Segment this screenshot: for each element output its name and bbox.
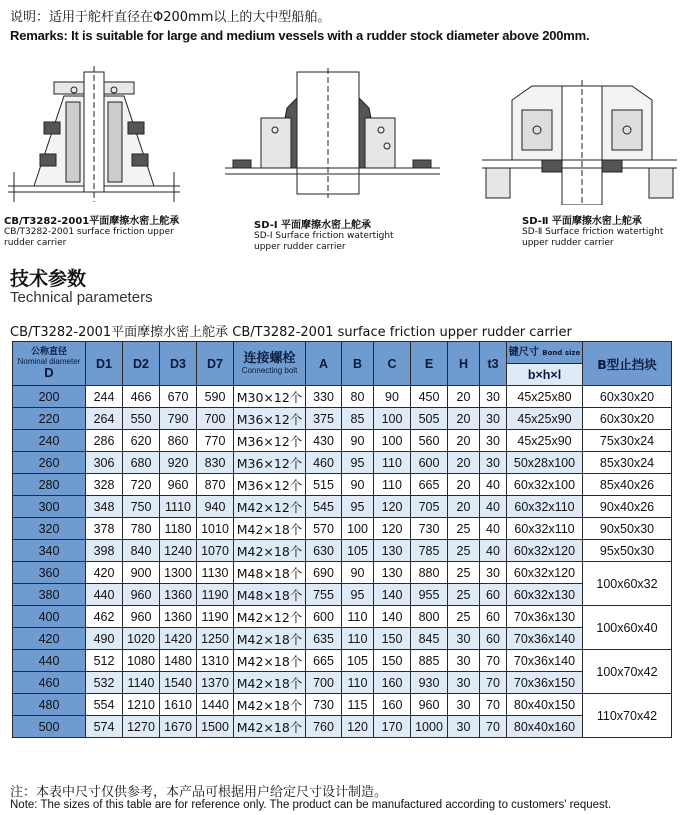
cell-d2: 960 (123, 606, 160, 628)
table-row (13, 716, 672, 738)
table-row (13, 694, 672, 716)
header-d-zh: 公称直径 (30, 347, 67, 357)
cell-key: 60x32x110 (507, 518, 583, 540)
cell-e: 845 (411, 628, 448, 650)
cell-d7: 1500 (197, 716, 234, 738)
cell-c: 130 (374, 562, 411, 584)
cell-d: 300 (13, 496, 86, 518)
cell-e: 885 (411, 650, 448, 672)
cell-stop: 60x30x20 (583, 386, 672, 408)
cell-a: 665 (306, 650, 342, 672)
header-bolt-zh: 连接螺栓 (243, 351, 296, 366)
table-row (13, 628, 672, 650)
cell-key: 60x32x120 (507, 562, 583, 584)
cell-a: 755 (306, 584, 342, 606)
cell-bolt: M48×18个 (234, 562, 306, 584)
cell-d3: 920 (160, 452, 197, 474)
cell-h: 20 (448, 430, 480, 452)
header-bolt-en: Connecting bolt (241, 366, 298, 375)
table-header-row (13, 342, 672, 364)
caption-3-en-line2: upper rudder carrier (522, 238, 614, 248)
cell-d2: 840 (123, 540, 160, 562)
cell-key: 70x36x150 (507, 672, 583, 694)
cell-stop-merged: 100x60x32 (583, 562, 672, 606)
cell-d2: 900 (123, 562, 160, 584)
cell-e: 785 (411, 540, 448, 562)
cell-bolt: M42×18个 (234, 540, 306, 562)
header-d-label: D (44, 365, 54, 380)
cell-t3: 60 (480, 628, 507, 650)
cell-c: 120 (374, 496, 411, 518)
header-stop: B型止挡块 (583, 342, 672, 386)
cell-d2: 720 (123, 474, 160, 496)
cell-bolt: M42×18个 (234, 628, 306, 650)
cell-t3: 40 (480, 474, 507, 496)
cell-b: 110 (342, 606, 374, 628)
cell-d7: 1310 (197, 650, 234, 672)
cell-d3: 1670 (160, 716, 197, 738)
cell-key: 45x25x80 (507, 386, 583, 408)
cell-key: 60x32x130 (507, 584, 583, 606)
section-title-zh: 技术参数 (10, 268, 87, 290)
caption-drawing-1 (4, 216, 194, 249)
cell-d1: 328 (86, 474, 123, 496)
cell-d2: 1210 (123, 694, 160, 716)
cell-d3: 1180 (160, 518, 197, 540)
cell-d: 480 (13, 694, 86, 716)
cell-key: 70x36x130 (507, 606, 583, 628)
cell-d: 260 (13, 452, 86, 474)
cell-d2: 960 (123, 584, 160, 606)
cell-h: 30 (448, 628, 480, 650)
table-row (13, 518, 672, 540)
cell-d1: 420 (86, 562, 123, 584)
cell-bolt: M36×12个 (234, 408, 306, 430)
cell-a: 460 (306, 452, 342, 474)
cell-a: 600 (306, 606, 342, 628)
cell-d2: 750 (123, 496, 160, 518)
table-row (13, 540, 672, 562)
cell-d: 340 (13, 540, 86, 562)
cell-t3: 70 (480, 694, 507, 716)
header-h: H (448, 342, 480, 386)
cell-bolt: M42×12个 (234, 606, 306, 628)
cell-c: 150 (374, 628, 411, 650)
table-row (13, 408, 672, 430)
cell-d3: 960 (160, 474, 197, 496)
cell-e: 505 (411, 408, 448, 430)
cell-h: 25 (448, 562, 480, 584)
cell-d7: 1370 (197, 672, 234, 694)
cell-d: 240 (13, 430, 86, 452)
cell-d2: 620 (123, 430, 160, 452)
cell-a: 690 (306, 562, 342, 584)
cell-t3: 70 (480, 716, 507, 738)
cell-c: 160 (374, 672, 411, 694)
cell-d3: 1110 (160, 496, 197, 518)
cell-e: 665 (411, 474, 448, 496)
cell-d1: 244 (86, 386, 123, 408)
cell-b: 90 (342, 474, 374, 496)
cell-b: 105 (342, 650, 374, 672)
cell-stop-merged: 100x70x42 (583, 650, 672, 694)
cell-a: 700 (306, 672, 342, 694)
cell-d2: 1080 (123, 650, 160, 672)
cell-key: 45x25x90 (507, 408, 583, 430)
cell-bolt: M42×18个 (234, 518, 306, 540)
cell-d7: 770 (197, 430, 234, 452)
cell-b: 95 (342, 496, 374, 518)
cell-h: 20 (448, 452, 480, 474)
note-english: Note: The sizes of this table are for reference only. The product can be manufactured according to customers' request. (10, 799, 612, 811)
cell-c: 100 (374, 408, 411, 430)
cell-d1: 554 (86, 694, 123, 716)
cell-e: 560 (411, 430, 448, 452)
header-a: A (306, 342, 342, 386)
cell-d1: 490 (86, 628, 123, 650)
cell-h: 30 (448, 716, 480, 738)
drawing-sd-2-carrier (482, 80, 677, 205)
cell-d1: 378 (86, 518, 123, 540)
table-row (13, 430, 672, 452)
header-d1: D1 (86, 342, 123, 386)
cell-t3: 30 (480, 408, 507, 430)
cell-a: 375 (306, 408, 342, 430)
cell-key: 50x28x100 (507, 452, 583, 474)
drawing-cb-t3282-carrier (4, 62, 184, 212)
cell-b: 85 (342, 408, 374, 430)
cell-key: 60x32x100 (507, 474, 583, 496)
cell-t3: 30 (480, 430, 507, 452)
cell-d7: 1440 (197, 694, 234, 716)
cell-key: 80x40x150 (507, 694, 583, 716)
cell-stop: 85x30x24 (583, 452, 672, 474)
cell-c: 140 (374, 584, 411, 606)
table-row (13, 496, 672, 518)
cell-e: 800 (411, 606, 448, 628)
cell-t3: 70 (480, 672, 507, 694)
cell-d7: 1010 (197, 518, 234, 540)
cell-c: 90 (374, 386, 411, 408)
drawing-sd-1-carrier (225, 68, 440, 198)
header-e: E (411, 342, 448, 386)
cell-h: 20 (448, 386, 480, 408)
cell-bolt: M42×18个 (234, 672, 306, 694)
cell-b: 110 (342, 672, 374, 694)
cell-d3: 1540 (160, 672, 197, 694)
cell-stop: 90x40x26 (583, 496, 672, 518)
cell-t3: 40 (480, 518, 507, 540)
remark-chinese: 说明：适用于舵杆直径在Φ200mm以上的大中型船舶。 (10, 10, 331, 25)
caption-drawing-3 (522, 216, 672, 249)
cell-d: 280 (13, 474, 86, 496)
cell-bolt: M42×18个 (234, 694, 306, 716)
cell-stop-merged: 110x70x42 (583, 694, 672, 738)
cell-bolt: M48×18个 (234, 584, 306, 606)
cell-d7: 830 (197, 452, 234, 474)
cell-d1: 286 (86, 430, 123, 452)
cell-b: 80 (342, 386, 374, 408)
cell-stop: 75x30x24 (583, 430, 672, 452)
cell-d1: 348 (86, 496, 123, 518)
cell-d3: 1610 (160, 694, 197, 716)
cell-d1: 574 (86, 716, 123, 738)
caption-2-en-line1: SD-Ⅰ Surface friction watertight (254, 231, 394, 241)
cell-c: 100 (374, 430, 411, 452)
table-row (13, 606, 672, 628)
cell-t3: 40 (480, 496, 507, 518)
cell-h: 25 (448, 584, 480, 606)
cell-c: 110 (374, 452, 411, 474)
cell-d2: 1140 (123, 672, 160, 694)
cell-stop: 60x30x20 (583, 408, 672, 430)
cell-d3: 1360 (160, 606, 197, 628)
cell-a: 760 (306, 716, 342, 738)
cell-d3: 1240 (160, 540, 197, 562)
cell-d7: 870 (197, 474, 234, 496)
cell-e: 450 (411, 386, 448, 408)
cell-d1: 306 (86, 452, 123, 474)
cell-d7: 1130 (197, 562, 234, 584)
table-row (13, 672, 672, 694)
table-row (13, 584, 672, 606)
cell-bolt: M36×12个 (234, 430, 306, 452)
cell-d: 400 (13, 606, 86, 628)
cell-d3: 790 (160, 408, 197, 430)
cell-h: 30 (448, 694, 480, 716)
cell-h: 25 (448, 540, 480, 562)
cell-h: 20 (448, 474, 480, 496)
cell-h: 20 (448, 496, 480, 518)
cell-d1: 264 (86, 408, 123, 430)
header-d3: D3 (160, 342, 197, 386)
cell-d7: 1070 (197, 540, 234, 562)
cell-d1: 440 (86, 584, 123, 606)
cell-bolt: M36×12个 (234, 452, 306, 474)
header-b: B (342, 342, 374, 386)
table-row (13, 474, 672, 496)
cell-t3: 60 (480, 584, 507, 606)
header-key (507, 342, 583, 364)
cell-t3: 70 (480, 650, 507, 672)
caption-1-en: CB/T3282-2001 surface friction upper rudder carrier (4, 227, 174, 248)
cell-a: 515 (306, 474, 342, 496)
cell-a: 635 (306, 628, 342, 650)
cell-d: 500 (13, 716, 86, 738)
cell-h: 25 (448, 518, 480, 540)
cell-key: 60x32x120 (507, 540, 583, 562)
cell-c: 150 (374, 650, 411, 672)
cell-d: 360 (13, 562, 86, 584)
cell-stop: 90x50x30 (583, 518, 672, 540)
cell-key: 70x36x140 (507, 628, 583, 650)
cell-bolt: M42×18个 (234, 716, 306, 738)
cell-h: 30 (448, 672, 480, 694)
cell-d: 380 (13, 584, 86, 606)
cell-h: 20 (448, 408, 480, 430)
table-row (13, 386, 672, 408)
cell-a: 430 (306, 430, 342, 452)
header-d (13, 342, 86, 386)
cell-a: 330 (306, 386, 342, 408)
cell-e: 930 (411, 672, 448, 694)
cell-t3: 30 (480, 562, 507, 584)
cell-d: 220 (13, 408, 86, 430)
cell-b: 105 (342, 540, 374, 562)
cell-b: 95 (342, 584, 374, 606)
cell-d1: 512 (86, 650, 123, 672)
cell-h: 25 (448, 606, 480, 628)
cell-t3: 60 (480, 606, 507, 628)
cell-d3: 1420 (160, 628, 197, 650)
cell-bolt: M42×18个 (234, 650, 306, 672)
cell-d1: 532 (86, 672, 123, 694)
cell-d2: 1270 (123, 716, 160, 738)
cell-d2: 1020 (123, 628, 160, 650)
table-row (13, 650, 672, 672)
caption-3-zh: SD-Ⅱ 平面摩擦水密上舵承 (522, 216, 642, 227)
cell-stop-merged: 100x60x40 (583, 606, 672, 650)
cell-key: 60x32x110 (507, 496, 583, 518)
cell-c: 140 (374, 606, 411, 628)
cell-d1: 398 (86, 540, 123, 562)
cell-b: 115 (342, 694, 374, 716)
table-row (13, 452, 672, 474)
cell-d3: 1360 (160, 584, 197, 606)
cell-e: 955 (411, 584, 448, 606)
cell-h: 30 (448, 650, 480, 672)
cell-a: 630 (306, 540, 342, 562)
cell-b: 90 (342, 562, 374, 584)
cell-b: 110 (342, 628, 374, 650)
cell-b: 95 (342, 452, 374, 474)
cell-b: 120 (342, 716, 374, 738)
caption-drawing-2 (254, 220, 454, 253)
cell-e: 705 (411, 496, 448, 518)
cell-d7: 940 (197, 496, 234, 518)
header-t3: t3 (480, 342, 507, 386)
cell-c: 110 (374, 474, 411, 496)
cell-d: 420 (13, 628, 86, 650)
cell-d7: 590 (197, 386, 234, 408)
cell-t3: 30 (480, 386, 507, 408)
header-key-zh: 键尺寸 (508, 346, 539, 358)
header-key-sub: b×h×l (507, 364, 583, 386)
cell-d7: 1190 (197, 606, 234, 628)
cell-a: 570 (306, 518, 342, 540)
cell-d: 440 (13, 650, 86, 672)
cell-e: 1000 (411, 716, 448, 738)
header-d7: D7 (197, 342, 234, 386)
caption-1-zh: CB/T3282-2001平面摩擦水密上舵承 (4, 216, 180, 227)
cell-bolt: M30×12个 (234, 386, 306, 408)
cell-bolt: M36×12个 (234, 474, 306, 496)
header-bolt (234, 342, 306, 386)
cell-d3: 670 (160, 386, 197, 408)
cell-d2: 680 (123, 452, 160, 474)
table-title: CB/T3282-2001平面摩擦水密上舵承 CB/T3282-2001 surface friction upper rudder carrier (10, 325, 572, 340)
note-chinese: 注：本表中尺寸仅供参考，本产品可根据用户给定尺寸设计制造。 (10, 785, 388, 800)
cell-d7: 700 (197, 408, 234, 430)
cell-t3: 30 (480, 452, 507, 474)
cell-d7: 1250 (197, 628, 234, 650)
cell-b: 100 (342, 518, 374, 540)
cell-d3: 1480 (160, 650, 197, 672)
cell-d1: 462 (86, 606, 123, 628)
remark-english: Remarks: It is suitable for large and medium vessels with a rudder stock diameter above 200mm. (10, 28, 590, 43)
cell-key: 70x36x140 (507, 650, 583, 672)
cell-e: 730 (411, 518, 448, 540)
cell-t3: 40 (480, 540, 507, 562)
cell-a: 730 (306, 694, 342, 716)
cell-c: 160 (374, 694, 411, 716)
section-title-en: Technical parameters (10, 289, 153, 306)
cell-stop: 95x50x30 (583, 540, 672, 562)
header-key-en: Bond size (542, 348, 581, 357)
cell-d2: 550 (123, 408, 160, 430)
cell-d3: 1300 (160, 562, 197, 584)
cell-stop: 85x40x26 (583, 474, 672, 496)
technical-parameters-table (12, 341, 672, 738)
cell-bolt: M42×12个 (234, 496, 306, 518)
cell-a: 545 (306, 496, 342, 518)
cell-d: 460 (13, 672, 86, 694)
header-d-en: Nominal diameter (17, 357, 81, 366)
cell-d: 320 (13, 518, 86, 540)
cell-c: 120 (374, 518, 411, 540)
cell-key: 80x40x160 (507, 716, 583, 738)
cell-d2: 780 (123, 518, 160, 540)
header-c: C (374, 342, 411, 386)
table-row (13, 562, 672, 584)
caption-2-en-line2: upper rudder carrier (254, 242, 346, 252)
cell-e: 960 (411, 694, 448, 716)
caption-2-zh: SD-Ⅰ 平面摩擦水密上舵承 (254, 220, 372, 231)
cell-b: 90 (342, 430, 374, 452)
header-d2: D2 (123, 342, 160, 386)
cell-c: 130 (374, 540, 411, 562)
cell-d: 200 (13, 386, 86, 408)
cell-d2: 466 (123, 386, 160, 408)
cell-d3: 860 (160, 430, 197, 452)
caption-3-en-line1: SD-Ⅱ Surface friction watertight (522, 227, 664, 237)
cell-e: 880 (411, 562, 448, 584)
cell-d7: 1190 (197, 584, 234, 606)
cell-key: 45x25x90 (507, 430, 583, 452)
cell-e: 600 (411, 452, 448, 474)
cell-c: 170 (374, 716, 411, 738)
